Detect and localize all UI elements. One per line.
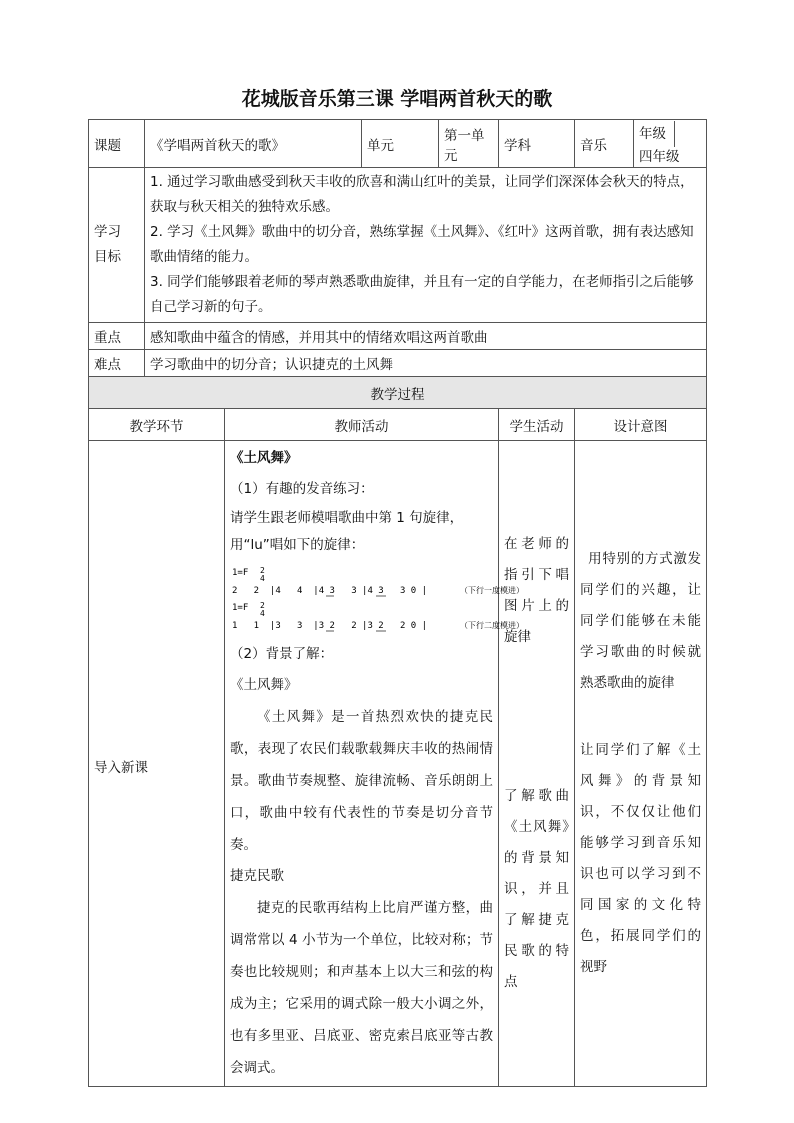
notation-time-bottom: 4 (260, 574, 265, 583)
notation-time-top-2: 2 (260, 601, 265, 610)
song-background: 《土风舞》是一首热烈欢快的捷克民歌，表现了农民们载歌载舞庆丰收的热闹情景。歌曲节奏规整、旋律流畅、音乐朗朗上口，歌曲中较有代表性的节奏是切分音节奏。 (230, 709, 494, 853)
student-activity (499, 441, 575, 1087)
goal-item: 2. 学习《土风舞》歌曲中的切分音，熟练掌握《土风舞》、《红叶》这两首歌，拥有表达感知歌曲情绪的能力。 (150, 224, 694, 265)
goals-label-2: 目标 (94, 249, 121, 265)
goals-row (89, 168, 707, 323)
sub-title-song: 《土风舞》 (230, 677, 298, 693)
song-title: 《土风舞》 (230, 450, 298, 466)
design-intent-1: 用特别的方式激发同学们的兴趣，让同学们能够在未能学习歌曲的时候就熟悉歌曲的旋律 (580, 551, 702, 691)
col-design: 设计意图 (575, 409, 707, 441)
difficulty-row (89, 350, 707, 377)
topic-value: 《学唱两首秋天的歌》 (145, 120, 362, 168)
unit-label: 单元 (362, 120, 439, 168)
goals-label-1: 学习 (94, 224, 121, 240)
grade-cell (634, 120, 707, 168)
step1-text: 请学生跟老师模唱歌曲中第 1 句旋律，用“lu”唱如下的旋律： (230, 510, 464, 553)
notation-time-top: 2 (260, 566, 265, 575)
subject-value: 音乐 (575, 120, 634, 168)
goal-item: 1. 通过学习歌曲感受到秋天丰收的欣喜和满山红叶的美景，让同学们深深体会秋天的特点，获取与秋天相关的独特欢乐感。 (150, 174, 694, 215)
process-header: 教学过程 (89, 377, 707, 409)
student-activity-1: 在老师的指引下唱图片上的旋律 (504, 536, 570, 645)
notation-key-1: 1=F (232, 568, 249, 578)
difficulty-label: 难点 (89, 350, 145, 377)
info-row (89, 120, 707, 168)
topic-label: 课题 (89, 120, 145, 168)
col-student: 学生活动 (499, 409, 575, 441)
process-columns-row (89, 409, 707, 441)
process-row-intro (89, 441, 707, 1087)
teacher-activity (225, 441, 524, 1087)
melody-notation (230, 563, 524, 635)
subject-label: 学科 (499, 120, 575, 168)
notation-svg (230, 563, 530, 635)
student-activity-2: 了解歌曲《土风舞》的背景知识，并且了解捷克民歌的特点 (504, 788, 570, 990)
col-teacher: 教师活动 (225, 409, 499, 441)
notation-line-1: 2 2 |4 4 |4 3 3 |4 3 3 0 | (232, 586, 428, 596)
sub-title-czech: 捷克民歌 (230, 868, 284, 884)
key-label: 重点 (89, 323, 145, 350)
process-header-row (89, 377, 707, 409)
stage-cell: 导入新课 (89, 441, 225, 1087)
design-intent-2: 让同学们了解《土风舞》的背景知识，不仅仅让他们能够学习到音乐知识也可以学习到不同国家的文化特色，拓展同学们的视野 (580, 742, 702, 975)
notation-key-2: 1=F (232, 603, 249, 613)
notation-time-bottom-2: 4 (260, 609, 265, 618)
col-stage: 教学环节 (89, 409, 225, 441)
czech-folk-description: 捷克的民歌再结构上比肩严谨方整，曲调常常以 4 小节为一个单位，比较对称；节奏也比较规则；和声基本上以大三和弦的构成为主；它采用的调式除一般大小调之外，也有多里亚、吕底亚、密克索吕底亚等古教会调式。 (230, 900, 494, 1076)
unit-value: 第一单元 (439, 120, 499, 168)
notation-note-1: （下行一度模进） (460, 586, 524, 595)
grade-label: 年级 (639, 126, 667, 142)
lesson-plan-table (88, 119, 707, 1087)
grade-value: 四年级 (639, 149, 680, 165)
goals-label (89, 168, 145, 323)
document-title: 花城版音乐第三课 学唱两首秋天的歌 (241, 88, 553, 110)
key-value: 感知歌曲中蕴含的情感，并用其中的情绪欢唱这两首歌曲 (145, 323, 707, 350)
goal-item: 3. 同学们能够跟着老师的琴声熟悉歌曲旋律，并且有一定的自学能力，在老师指引之后能够自己学习新的句子。 (150, 274, 694, 315)
goals-content (145, 168, 707, 323)
notation-line-2: 1 1 |3 3 |3 2 2 |3 2 2 0 | (232, 621, 428, 631)
difficulty-value: 学习歌曲中的切分音；认识捷克的土风舞 (145, 350, 707, 377)
design-intent (575, 441, 707, 1087)
step2-heading: （2）背景了解： (230, 646, 334, 662)
key-row (89, 323, 707, 350)
step1-heading: （1）有趣的发音练习： (230, 481, 374, 497)
notation-note-2: （下行二度模进） (460, 621, 524, 630)
